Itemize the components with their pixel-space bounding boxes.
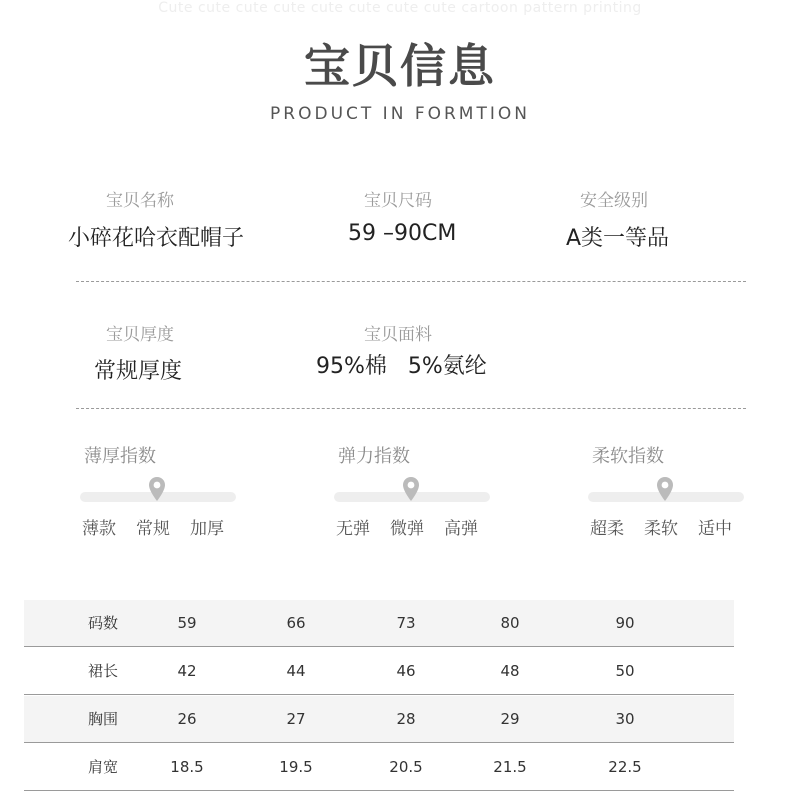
fabric-value: 95%棉 5%氨纶 xyxy=(316,354,487,379)
product-name-value: 小碎花哈衣配帽子 xyxy=(68,226,245,251)
table-cell: 46 xyxy=(396,662,416,680)
thickness-scale xyxy=(80,440,240,540)
scale-option: 加厚 xyxy=(190,519,224,539)
location-pin-icon xyxy=(656,476,674,502)
softness-scale xyxy=(588,440,748,540)
table-row xyxy=(24,696,734,743)
location-pin-icon xyxy=(148,476,166,502)
table-cell: 肩宽 xyxy=(87,758,118,776)
table-cell: 胸围 xyxy=(87,710,118,728)
thickness-value: 常规厚度 xyxy=(94,359,183,384)
table-cell: 66 xyxy=(286,614,306,632)
scale-option-selected: 常规 xyxy=(136,519,170,539)
table-cell: 44 xyxy=(286,662,306,680)
safety-level-value: A类一等品 xyxy=(566,226,670,251)
product-name-label: 宝贝名称 xyxy=(106,191,174,211)
table-cell: 90 xyxy=(615,614,635,632)
scale-title: 薄厚指数 xyxy=(84,446,156,467)
safety-level-label: 安全级别 xyxy=(580,191,648,211)
table-row xyxy=(24,744,734,791)
watermark-text: Cute cute cute cute cute cute cute cute cartoon pattern printing xyxy=(158,0,642,16)
scale-option: 薄款 xyxy=(82,519,116,539)
table-cell: 59 xyxy=(177,614,197,632)
table-cell: 裙长 xyxy=(87,662,118,680)
size-table xyxy=(24,600,734,794)
table-cell: 50 xyxy=(615,662,635,680)
table-cell: 18.5 xyxy=(170,758,204,776)
divider xyxy=(76,281,746,282)
table-row xyxy=(24,648,734,695)
product-size-value: 59 –90CM xyxy=(348,221,457,246)
scale-option: 适中 xyxy=(698,519,732,539)
table-cell: 19.5 xyxy=(279,758,313,776)
scale-option-selected: 柔软 xyxy=(644,519,678,539)
table-cell: 22.5 xyxy=(608,758,642,776)
scale-option: 高弹 xyxy=(444,519,478,539)
product-size-label: 宝贝尺码 xyxy=(364,191,432,211)
elasticity-scale xyxy=(334,440,494,540)
page-title: 宝贝信息 xyxy=(304,39,496,93)
table-cell: 30 xyxy=(615,710,635,728)
scale-option: 无弹 xyxy=(336,519,370,539)
table-cell: 29 xyxy=(500,710,520,728)
table-cell: 80 xyxy=(500,614,520,632)
table-cell: 26 xyxy=(177,710,197,728)
scale-option: 超柔 xyxy=(590,519,624,539)
table-cell: 73 xyxy=(396,614,416,632)
table-cell: 48 xyxy=(500,662,520,680)
scale-title: 弹力指数 xyxy=(338,446,410,467)
location-pin-icon xyxy=(402,476,420,502)
fabric-label: 宝贝面料 xyxy=(364,325,432,345)
scale-option-selected: 微弹 xyxy=(390,519,424,539)
table-cell: 21.5 xyxy=(493,758,527,776)
table-header-row xyxy=(24,600,734,647)
scale-title: 柔软指数 xyxy=(592,446,664,467)
table-cell: 码数 xyxy=(87,614,118,632)
table-cell: 28 xyxy=(396,710,416,728)
table-cell: 42 xyxy=(177,662,197,680)
divider xyxy=(76,408,746,409)
table-cell: 27 xyxy=(286,710,306,728)
table-cell: 20.5 xyxy=(389,758,423,776)
page-subtitle: PRODUCT IN FORMTION xyxy=(270,104,530,124)
thickness-label: 宝贝厚度 xyxy=(106,325,174,345)
